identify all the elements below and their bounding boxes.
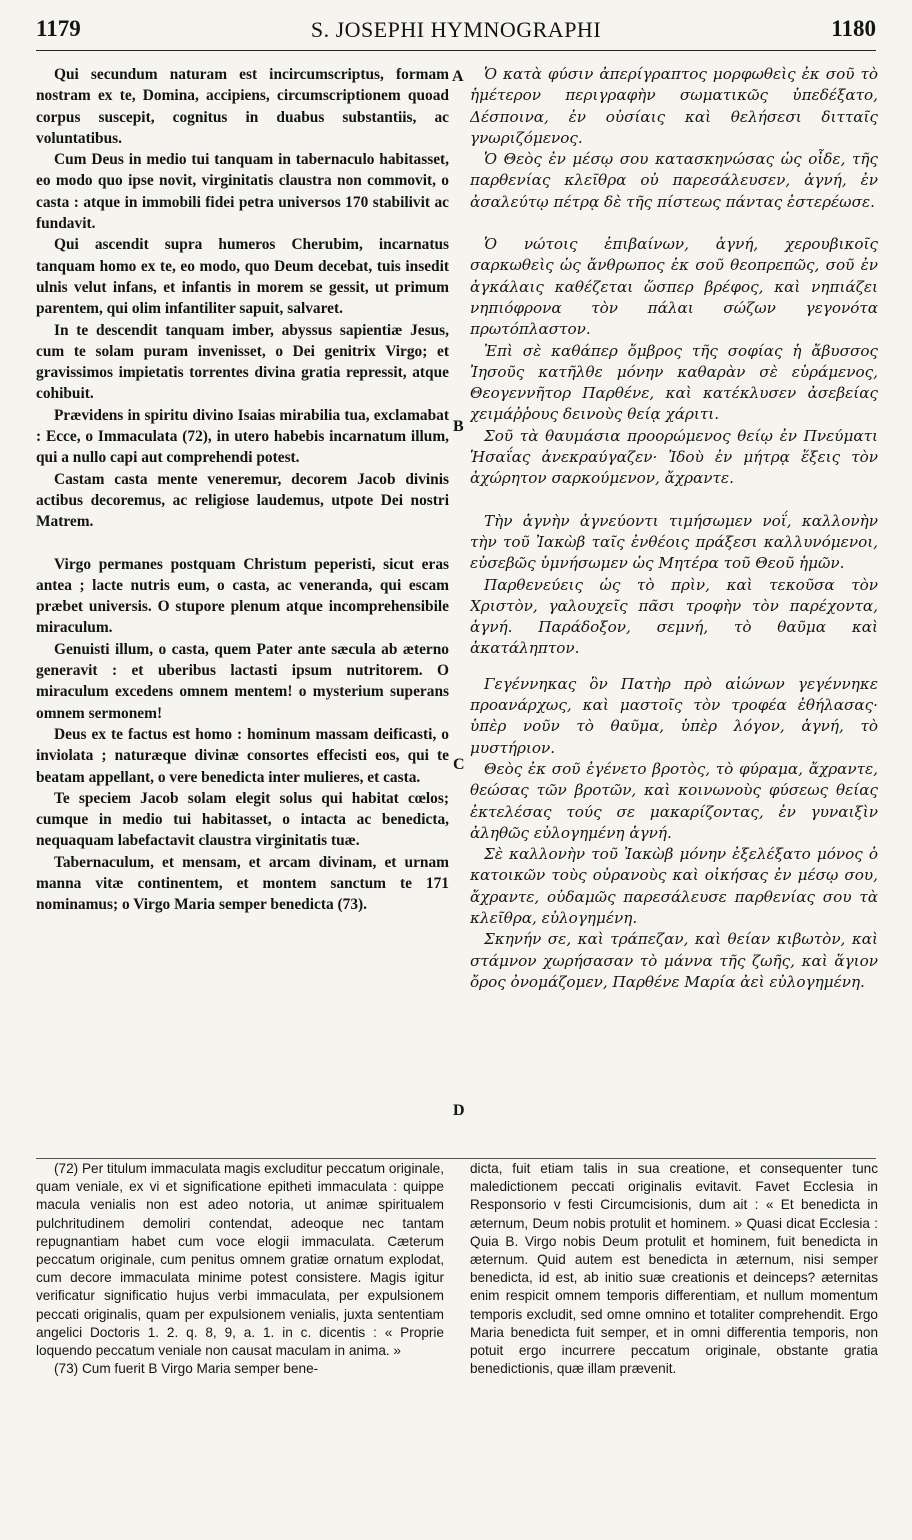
page-number-left: 1179: [36, 16, 81, 41]
greek-column: [470, 64, 878, 1159]
latin-column: [36, 64, 449, 1159]
section-marker-d: D: [453, 1102, 465, 1119]
latin-paragraph: Cum Deus in medio tui tanquam in tabernaculo habitasset, eo modo quo ipse novit, virginitatis claustra non commovit, o casta : atque in immobili fidei petra universos 170 stabilivit ac fundavit.: [36, 151, 449, 233]
latin-paragraph: Tabernaculum, et mensam, et arcam divinam, et urnam manna vitæ continentem, et montem sanctum te 171 nominamus; o Virgo Maria semper benedicta (73).: [36, 853, 449, 914]
page-number-right: 1180: [831, 16, 876, 41]
greek-paragraph: Σκηνήν σε, καὶ τράπεζαν, καὶ θείαν κιβωτὸν, καὶ στάμνον χωρήσασαν τὸ μάννα τῆς ζωῆς, καὶ ἅγιον ὄρος ὀνομάζομεν, Παρθένε Μαρία ἀεὶ εὐλογημένη.: [470, 930, 878, 991]
greek-paragraph: Γεγέννηκας ὃν Πατὴρ πρὸ αἰώνων γεγέννηκε προανάρχως, καὶ μαστοῖς τὸν τροφέα ἐθήλασας· ὑπὲρ νοῦν τὸ θαῦμα, ὑπὲρ λόγον, ἁγνή, τὸ μυστήριον.: [470, 674, 878, 757]
latin-paragraph: Qui ascendit supra humeros Cherubim, incarnatus tanquam homo ex te, eo modo, quo Deum decebat, tuis insedit ulnis velut infans, et infantis in morem se gessit, ut primum parentem, qui olim infantiliter sapuit, salvaret.: [36, 236, 449, 318]
footnote-72: (72) Per titulum immaculata magis excluditur peccatum originale, quam veniale, ex vi et significatione epitheti immaculata : quippe macula venialis non est adeo notoria, ut animæ spiritualem pulchritudinem demoliri contendat, adeoque nec tantam repugnantiam habet cum voce elogii immaculata. Cæterum peccatum originale, cum penitus omnem gratiæ ornatum explodat, cum decore immaculata minime potest consistere. Magis igitur verificatur significatio hujus verbi immaculata, per expulsionem peccati originalis, quam per expulsionem venialis, juxta sententiam angelici Doctoris 1. 2. q. 8, 9, a. 1. in c. dicentis : « Proprie loquendo peccatum veniale non causat maculam in anima. »: [36, 1161, 444, 1359]
latin-paragraph: Qui secundum naturam est incircumscriptus, formam nostram ex te, Domina, accipiens, circumscriptionem quoad corpus suscepit, cognitus in duabus substantiis, ac voluntatibus.: [36, 66, 449, 147]
footnotes-right: [470, 1160, 878, 1520]
latin-paragraph: Prævidens in spiritu divino Isaias mirabilia tua, exclamabat : Ecce, o Immaculata (72), in utero habebis incarnatum illum, qui a nullo capi aut comprehendi potest.: [36, 406, 449, 467]
greek-paragraph: Τὴν ἁγνὴν ἁγνεύοντι τιμήσωμεν νοΐ, καλλονὴν τὴν τοῦ Ἰακὼβ ταῖς ἐνθέοις πράξεσι καλλυνόμενοι, εὐσεβῶς ὑμνήσωμεν ὡς Μητέρα τοῦ Θεοῦ ἡμῶν.: [470, 511, 878, 573]
latin-paragraph: Castam casta mente veneremur, decorem Jacob divinis actibus decoremus, ac religiose laudemus, utpote Dei nostri Matrem.: [36, 470, 449, 531]
section-marker-b: B: [453, 418, 464, 435]
greek-paragraph: Ὁ κατὰ φύσιν ἀπερίγραπτος μορφωθεὶς ἐκ σοῦ τὸ ἡμέτερον περιγραφὴν σωματικῶς ὑπεδέξατο, Δέσποινα, ἐν οὐσίαις καὶ θελήσεσι διτταῖς γνωριζόμενος.: [470, 65, 878, 147]
latin-paragraph: Deus ex te factus est homo : hominum massam deificasti, o inviolata ; naturæque divinæ consortes effecisti eos, qui te beatam appellant, o vere benedicta inter mulieres, et casta.: [36, 725, 449, 786]
greek-paragraph: Ὁ νώτοις ἐπιβαίνων, ἁγνή, χερουβικοῖς σαρκωθεὶς ὡς ἄνθρωπος ἐκ σοῦ θεοπρεπῶς, σοῦ ἐν ἀγκάλαις καθέζεται ὥσπερ βρέφος, καὶ νηπιάζει νηπιόφρονα τὸν πάλαι σώζων γεγονότα πρωτόπλαστον.: [470, 235, 878, 339]
latin-paragraph: Te speciem Jacob solam elegit solus qui habitat cœlos; cumque in medio tui habitasset, o intacta ac benedicta, nequaquam labefactavit claustra virginitatis tuæ.: [36, 789, 449, 850]
section-marker-a: A: [452, 68, 464, 85]
latin-paragraph: Virgo permanes postquam Christum peperisti, sicut eras antea ; lacte nutris eum, o casta, ac veneranda, qui escam præbet universis. O stupore plenum atque incomprehensibile miraculum.: [36, 555, 449, 637]
greek-paragraph: Ἐπὶ σὲ καθάπερ ὄμβρος τῆς σοφίας ἡ ἄβυσσος Ἰησοῦς κατῆλθε μόνην καθαρὰν σὲ εὑράμενος, Θεογεννῆτορ Παρθένε, καὶ κατέκλυσεν ἀσεβείας χειμάῤῥους δεινοὺς θείᾳ χάριτι.: [470, 341, 878, 424]
greek-paragraph: Ὁ Θεὸς ἐν μέσῳ σου κατασκηνώσας ὡς οἶδε, τῆς παρθενίας κλεῖθρα οὐ παρεσάλευσεν, ἁγνή, ἐν ἀσαλεύτῳ πέτρᾳ δὲ τῆς πίστεως πάντας ἐστερέωσε.: [470, 150, 878, 211]
footnotes-left: [36, 1160, 444, 1520]
greek-paragraph: Παρθενεύεις ὡς τὸ πρὶν, καὶ τεκοῦσα τὸν Χριστὸν, γαλουχεῖς πᾶσι τροφὴν τὸν παρέχοντα, ἁγνή. Παράδοξον, σεμνή, τὸ θαῦμα καὶ ἀκατάληπτον.: [470, 575, 878, 658]
section-marker-c: C: [453, 756, 465, 773]
greek-paragraph: Θεὸς ἐκ σοῦ ἐγένετο βροτὸς, τὸ φύραμα, ἄχραντε, θεώσας τῶν βροτῶν, καὶ κοινωνοὺς φύσεως θείας ἐκτελέσας τούς σε μακαρίζοντας, ἐν γυναιξὶν ἀληθῶς εὐλογημένη ἁγνή.: [470, 759, 878, 842]
greek-paragraph: Σοῦ τὰ θαυμάσια προορώμενος θείῳ ἐν Πνεύματι Ἡσαΐας ἀνεκραύγαζεν· Ἰδοὺ ἐν μήτρᾳ ἕξεις τὸν ἀχώρητον σαρκούμενον, ἄχραντε.: [470, 426, 878, 488]
running-title: S. JOSEPHI HYMNOGRAPHI: [310, 17, 602, 42]
page-header: [36, 12, 876, 51]
latin-paragraph: Genuisti illum, o casta, quem Pater ante sæcula ab æterno generavit : et uberibus lactasti ipsum nutritorem. O miraculum excedens omnem mentem! o mysterium superans omnem sermonem!: [36, 640, 449, 722]
footnote-divider: [36, 1158, 876, 1159]
latin-paragraph: In te descendit tanquam imber, abyssus sapientiæ Jesus, cum te solam puram invenisset, o Dei genitrix Virgo; et gravissimos impietatis torrentes divina gratia repressit, atque cohibuit.: [36, 321, 449, 403]
footnote-73-continued: dicta, fuit etiam talis in sua creatione, et consequenter tunc maledictionem peccati originalis evitavit. Favet Ecclesia in Responsorio v festi Circumcisionis, dum ait : « Et benedicta in æternum, Deum nobis protulit et hominem. » Quasi dicat Ecclesia : Quia B. Virgo nobis Deum protulit et hominem, fuit benedicta in æternum. Quid autem est benedicta in æternum, nisi semper benedicta, id est, ab initio suæ creationis et deinceps? æternitas enim respicit omnem temporis differentiam, et nullum momentum temporis excludit, sed omne omnino et totaliter comprehendit. Ergo Maria benedicta fuit semper, et in omni differentia temporis, non potuit ergo incurrere peccatum originale, obstante gratia benedictionis, quæ illam prævenit.: [470, 1161, 878, 1377]
footnote-73-start: (73) Cum fuerit B Virgo Maria semper bene-: [54, 1361, 319, 1377]
greek-paragraph: Σὲ καλλονὴν τοῦ Ἰακὼβ μόνην ἐξελέξατο μόνος ὁ κατοικῶν τοὺς οὐρανοὺς καὶ οἰκήσας ἐν μέσῳ σου, ἄχραντε, οὐδαμῶς παρεσάλευσε παρθενίας σου τὰ κλεῖθρα, εὐλογημένη.: [470, 845, 878, 927]
